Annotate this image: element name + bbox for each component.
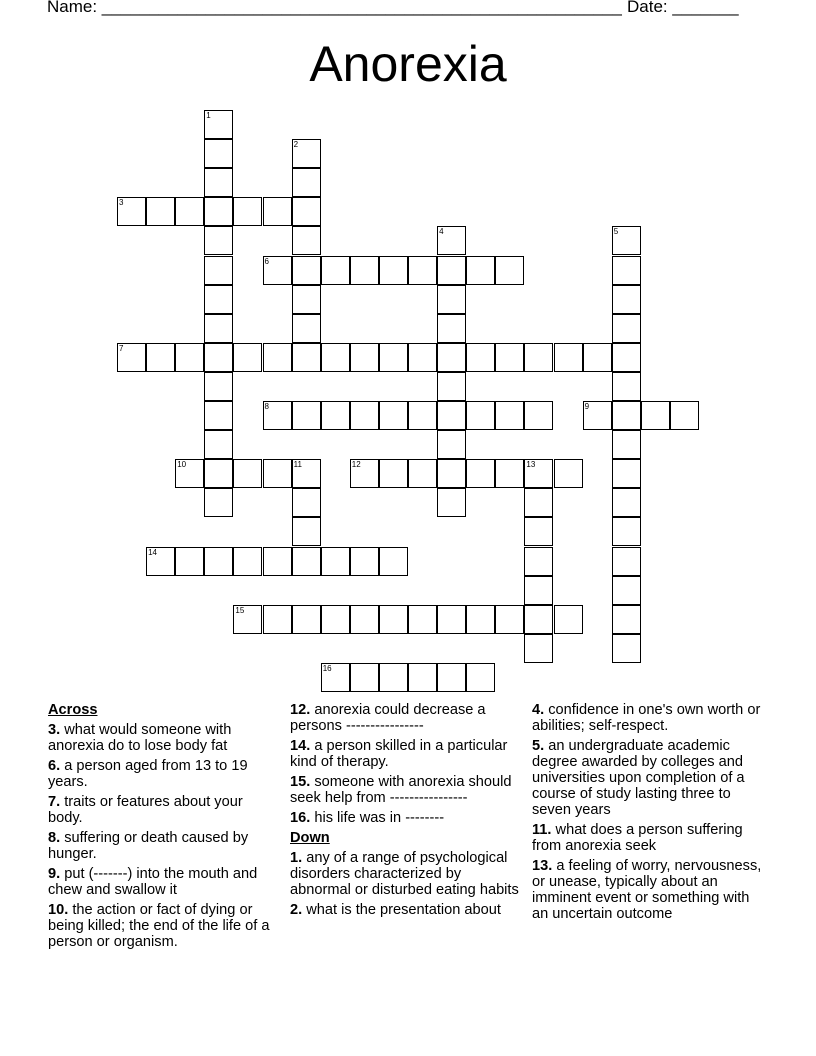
grid-cell[interactable] [263,343,292,372]
clue-text: traits or features about your body. [48,794,243,826]
grid-cell[interactable] [379,401,408,430]
clue-text: confidence in one's own worth or abilities; self-respect. [532,702,761,734]
cell-number: 10 [177,460,187,470]
grid-cell[interactable] [612,226,641,255]
cell-number: 1 [206,111,211,120]
clue-text: the action or fact of dying or being killed; the end of the life of a person or organism. [48,902,270,950]
grid-cell[interactable] [495,459,524,488]
grid-cell[interactable] [524,517,553,546]
grid-cell[interactable] [524,547,553,576]
clue-item [48,830,280,862]
clue-text: a feeling of worry, nervousness, or unease, typically about an imminent event or something with an uncertain outcome [532,858,762,922]
grid-cell[interactable] [495,343,524,372]
clue-item [48,902,280,950]
grid-cell[interactable] [437,459,466,488]
clue-number: 9. [48,866,61,882]
grid-cell[interactable] [408,401,437,430]
grid-cell[interactable] [321,547,350,576]
grid-cell[interactable] [612,430,641,459]
grid-cell[interactable] [524,401,553,430]
grid-cell[interactable] [292,168,321,197]
clue-column-2 [290,702,522,922]
clue-item [532,738,764,818]
grid-cell[interactable] [204,314,233,343]
grid-cell[interactable] [263,197,292,226]
cell-number: 12 [351,460,361,470]
name-field-label[interactable]: Name: _______________________________________________________ [47,0,622,16]
grid-cell[interactable] [292,401,321,430]
grid-cell[interactable] [204,459,233,488]
grid-cell[interactable] [437,226,466,255]
grid-cell[interactable] [263,401,292,430]
grid-cell[interactable] [408,343,437,372]
clue-text: suffering or death caused by hunger. [48,830,249,862]
grid-cell[interactable] [437,285,466,314]
grid-cell[interactable] [204,226,233,255]
grid-cell[interactable] [495,256,524,285]
clue-text: a person aged from 13 to 19 years. [48,758,248,790]
grid-cell[interactable] [379,663,408,692]
clue-number: 4. [532,702,545,718]
grid-cell[interactable] [263,547,292,576]
clue-number: 7. [48,794,61,810]
clue-number: 11. [532,822,552,838]
grid-cell[interactable] [350,663,379,692]
grid-cell[interactable] [204,547,233,576]
grid-cell[interactable] [437,663,466,692]
grid-cell[interactable] [175,197,204,226]
grid-cell[interactable] [612,605,641,634]
grid-cell[interactable] [321,343,350,372]
grid-cell[interactable] [524,343,553,372]
clue-item [290,738,522,770]
grid-cell[interactable] [612,634,641,663]
grid-cell[interactable] [204,197,233,226]
clue-number: 2. [290,902,303,918]
grid-cell[interactable] [437,430,466,459]
grid-cell[interactable] [233,605,262,634]
grid-cell[interactable] [350,343,379,372]
grid-cell[interactable] [379,459,408,488]
grid-cell[interactable] [292,139,321,168]
clue-number: 16. [290,810,311,826]
grid-cell[interactable] [175,459,204,488]
grid-cell[interactable] [466,459,495,488]
grid-cell[interactable] [524,488,553,517]
grid-cell[interactable] [466,343,495,372]
clue-number: 14. [290,738,311,754]
grid-cell[interactable] [350,605,379,634]
grid-cell[interactable] [437,256,466,285]
grid-cell[interactable] [612,343,641,372]
clue-number: 3. [48,722,61,738]
clue-item [48,866,280,898]
grid-cell[interactable] [350,459,379,488]
cell-number: 6 [264,256,269,266]
clue-number: 5. [532,738,545,754]
grid-cell[interactable] [292,285,321,314]
grid-cell[interactable] [117,197,146,226]
grid-cell[interactable] [379,343,408,372]
grid-cell[interactable] [292,256,321,285]
clue-number: 8. [48,830,61,846]
grid-cell[interactable] [204,343,233,372]
grid-cell[interactable] [204,139,233,168]
grid-cell[interactable] [612,285,641,314]
clue-item [290,774,522,806]
grid-cell[interactable] [233,197,262,226]
grid-cell[interactable] [146,197,175,226]
grid-cell[interactable] [554,459,583,488]
clue-item [290,702,522,734]
clue-number: 6. [48,758,61,774]
grid-cell[interactable] [146,343,175,372]
cell-number: 2 [293,140,299,150]
clue-item [48,758,280,790]
cell-number: 11 [293,460,302,470]
cell-number: 3 [119,198,124,208]
clue-text: what would someone with anorexia do to lose body fat [48,722,232,754]
grid-cell[interactable] [321,663,350,692]
grid-cell[interactable] [437,314,466,343]
clue-text: what is the presentation about [302,902,501,918]
grid-cell[interactable] [524,634,553,663]
cell-number: 16 [322,663,332,673]
clue-text: someone with anorexia should seek help from ---------------- [290,774,512,806]
grid-cell[interactable] [263,459,292,488]
grid-cell[interactable] [204,488,233,517]
grid-cell[interactable] [263,256,292,285]
grid-cell[interactable] [583,343,612,372]
grid-cell[interactable] [292,343,321,372]
clue-number: 1. [290,850,303,866]
grid-cell[interactable] [292,517,321,546]
grid-cell[interactable] [292,197,321,226]
grid-cell[interactable] [612,517,641,546]
clue-item [532,702,764,734]
grid-cell[interactable] [612,488,641,517]
clue-column-1 [48,702,280,954]
grid-cell[interactable] [292,547,321,576]
grid-cell[interactable] [466,256,495,285]
clue-number: 13. [532,858,553,874]
grid-cell[interactable] [175,343,204,372]
clue-text: any of a range of psychological disorders characterized by abnormal or disturbed eating habits [290,850,519,898]
grid-cell[interactable] [350,256,379,285]
clue-item [290,810,522,826]
clue-number: 10. [48,902,69,918]
clue-number: 12. [290,702,311,718]
clue-text: put (-------) into the mouth and chew and swallow it [48,866,258,898]
grid-cell[interactable] [321,256,350,285]
grid-cell[interactable] [321,401,350,430]
grid-cell[interactable] [379,547,408,576]
cell-number: 13 [526,460,536,470]
grid-cell[interactable] [146,547,175,576]
grid-cell[interactable] [495,605,524,634]
clue-text: what does a person suffering from anorexia seek [532,822,743,854]
grid-cell[interactable] [379,605,408,634]
grid-cell[interactable] [117,343,146,372]
grid-cell[interactable] [292,459,321,488]
grid-cell[interactable] [612,576,641,605]
grid-cell[interactable] [612,314,641,343]
grid-cell[interactable] [524,605,553,634]
grid-cell[interactable] [554,343,583,372]
grid-cell[interactable] [204,168,233,197]
clue-item [290,850,522,898]
grid-cell[interactable] [292,314,321,343]
grid-cell[interactable] [408,256,437,285]
clue-text: anorexia could decrease a persons ---------------- [290,702,486,734]
grid-cell[interactable] [524,459,553,488]
date-field-label[interactable]: Date: _______ [627,0,739,16]
grid-cell[interactable] [204,285,233,314]
grid-cell[interactable] [175,547,204,576]
clue-item [48,722,280,754]
clue-item [532,858,764,922]
cell-number: 9 [584,402,590,411]
grid-cell[interactable] [204,401,233,430]
clue-heading: Down [290,830,330,846]
grid-cell[interactable] [350,401,379,430]
grid-cell[interactable] [437,401,466,430]
grid-cell[interactable] [292,488,321,517]
grid-cell[interactable] [612,372,641,401]
clue-item [290,902,522,918]
clue-item [532,822,764,854]
grid-cell[interactable] [670,401,699,430]
grid-cell[interactable] [408,663,437,692]
cell-number: 7 [119,343,124,353]
grid-cell[interactable] [612,256,641,285]
clue-item [48,794,280,826]
grid-cell[interactable] [204,110,233,139]
cell-number: 15 [235,605,245,615]
clue-text: an undergraduate academic degree awarded by colleges and universities upon completion of a course of study lasting three to seven years [532,738,745,818]
page-title: Anorexia [309,36,507,92]
grid-cell[interactable] [554,605,583,634]
grid-cell[interactable] [583,401,612,430]
cell-number: 5 [613,227,619,237]
cell-number: 14 [148,547,157,557]
grid-cell[interactable] [350,547,379,576]
grid-cell[interactable] [233,547,262,576]
grid-cell[interactable] [233,459,262,488]
grid-cell[interactable] [204,372,233,401]
grid-cell[interactable] [612,547,641,576]
grid-cell[interactable] [292,226,321,255]
grid-cell[interactable] [466,663,495,692]
clue-column-3 [532,702,764,926]
grid-cell[interactable] [466,605,495,634]
grid-cell[interactable] [437,372,466,401]
clue-text: a person skilled in a particular kind of therapy. [290,738,508,770]
cell-number: 4 [439,227,444,237]
clue-number: 15. [290,774,311,790]
grid-cell[interactable] [321,605,350,634]
clue-text: his life was in -------- [310,810,445,826]
grid-cell[interactable] [437,605,466,634]
grid-cell[interactable] [292,605,321,634]
grid-cell[interactable] [612,459,641,488]
clue-heading: Across [48,702,98,718]
cell-number: 8 [264,402,269,411]
grid-cell[interactable] [437,488,466,517]
grid-cell[interactable] [641,401,670,430]
grid-cell[interactable] [612,401,641,430]
grid-cell[interactable] [437,343,466,372]
grid-cell[interactable] [524,576,553,605]
grid-cell[interactable] [379,256,408,285]
grid-cell[interactable] [408,605,437,634]
grid-cell[interactable] [233,343,262,372]
grid-cell[interactable] [204,430,233,459]
grid-cell[interactable] [263,605,292,634]
grid-cell[interactable] [466,401,495,430]
grid-cell[interactable] [495,401,524,430]
grid-cell[interactable] [204,256,233,285]
grid-cell[interactable] [408,459,437,488]
